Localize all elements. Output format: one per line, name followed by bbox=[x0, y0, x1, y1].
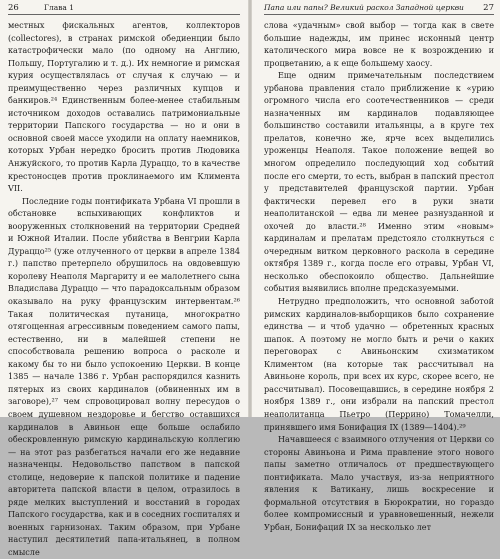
page-number: 27 bbox=[483, 3, 494, 13]
right-page-body bbox=[264, 19, 494, 533]
running-head: Глава 1 bbox=[44, 3, 75, 12]
right-page-header bbox=[264, 2, 494, 15]
paragraph: Начавшееся с взаимного отлучения от Церкви со стороны Авиньона и Рима правление этого нового папы заметно отличалось от предшествующего понтификата. Мало участвуя, из-за неприятного явления к Ватикану, лишь воскресение и формальной отсутствия в Бюрократии, но гораздо более компромиссный и уравновешенный, нежели Урбан, Бонифаций IX за несколько лет bbox=[264, 434, 494, 532]
left-page-header bbox=[8, 2, 240, 15]
paragraph: Еще одним примечательным последствием урбанова правления стало приближение к «урию огромного числа его соотечественников — среди назначенных им кардиналов подавляющее большинство составили итальянцы, а в круге тех прелатов, конечно же, ярче всех выделились уроженцы Неаполя. Такое положение вещей во многом определило последующий ход событий после его смерти, то есть, выбран в папский престол у представителей французской партии. Урбан фактически перевел его в руки знати неаполитанской — едва ли менее разнузданной и охочей до власти.²⁸ Именно этим «новым» кардиналам и прелатам предстояло столкнуться с очередным витком церковного раскола в середине октября 1389 г., когда после его отравы, Урбан VI, несколько обеспокоило общество. Дальнейшие события выявились вполне предсказуемыми. bbox=[264, 70, 494, 294]
left-page-body bbox=[8, 19, 240, 559]
paragraph: слова «удачным» свой выбор — тогда как в свете большие надежды, им принес исконный центр католического мира вовсе не к возрождению и процветанию, а к еще большему хаосу. bbox=[264, 20, 494, 68]
page-number: 26 bbox=[8, 3, 19, 13]
paragraph: местных фискальных агентов, коллекторов (collectores), в странах римской обедиенции было катастрофически мало (по одному на Англию, Польшу, Португалию и т. д.). Их немногие и римская курия осуществлялась от случая к случаю — и преимущественно через различных купцов и банкиров.²⁴ Единственным более-менее стабильным источником доходов оставались патримониальные территории Папского государства — но и они в основной своей массе уходили на оплату наемников, которых Урбан нередко бросить против Людовика Анжуйского, то против Карла Дураццо, то в качестве крестоносцев против проклинаемого им Климента VII. bbox=[8, 20, 240, 194]
paragraph: Нетрудно предположить, что основной заботой римских кардиналов-выборщиков было сохранение единства — и чтоб удачно — обретенных красных шапок. А поэтому не могло быть и речи о каких переговорах с Авиньонским схизматиком Климентом (на которые так рассчитывал на Авиньоне король, при всех их курс, скорее всего, не рассчитывал). Посовещавшись, в середине ноября 2 ноября 1389 г., они избрали на папский престол неаполитанца Пьетро (Перрино) Томачелли, принявшего имя Бонифация IX (1389—1404).²⁹ bbox=[264, 296, 494, 432]
paragraph: Последние годы понтификата Урбана VI прошли в обстановке вспыхивающих конфликтов и вооруженных столкновений на территории Средней и Южной Италии. После убийства в Венгрии Карла Дураццо²⁵ (уже отлученного от церкви в апреле 1384 г.) папство претерпело обрушилось на овдовевшую королеву Неаполя Маргариту и ее малолетнего сына Владислава Дураццо — что парадоксальным образом оказывало на руку французским интервентам.²⁶ Такая политическая путаница, многократно отягощенная агрессивным поведением самого папы, естественно, ни в малейшей степени не способствовала решению вопроса о расколе и какому бы то ни было успокоению Церкви. В конце 1385 — начале 1386 г. Урбан распорядился казнить пятерых из своих кардиналов (обвиненных им в заговоре),²⁷ чем спровоцировал волну пересудов о своем душевном нездоровье и бегство оставшихся кардиналов в Авиньон еще больше ослабило обескровленную римскую кардинальскую коллегию — на этот раз разбегаться начали его же недавние назначенцы. Недовольство папством в папской столице, недоверие к папской политике и падение авторитета папской власти в целом, отразилось в ряде мелких выступлений и восстаний в городах Папского государства, как и в соседних госпиталях и военных гарнизонах. Таким образом, при Урбане наступил десятилетий папа-итальянец, в полном смысле bbox=[8, 195, 240, 557]
right-page bbox=[252, 0, 500, 532]
running-head: Папа или папы? Великий раскол Западной церкви bbox=[264, 3, 464, 12]
left-page bbox=[0, 0, 248, 557]
